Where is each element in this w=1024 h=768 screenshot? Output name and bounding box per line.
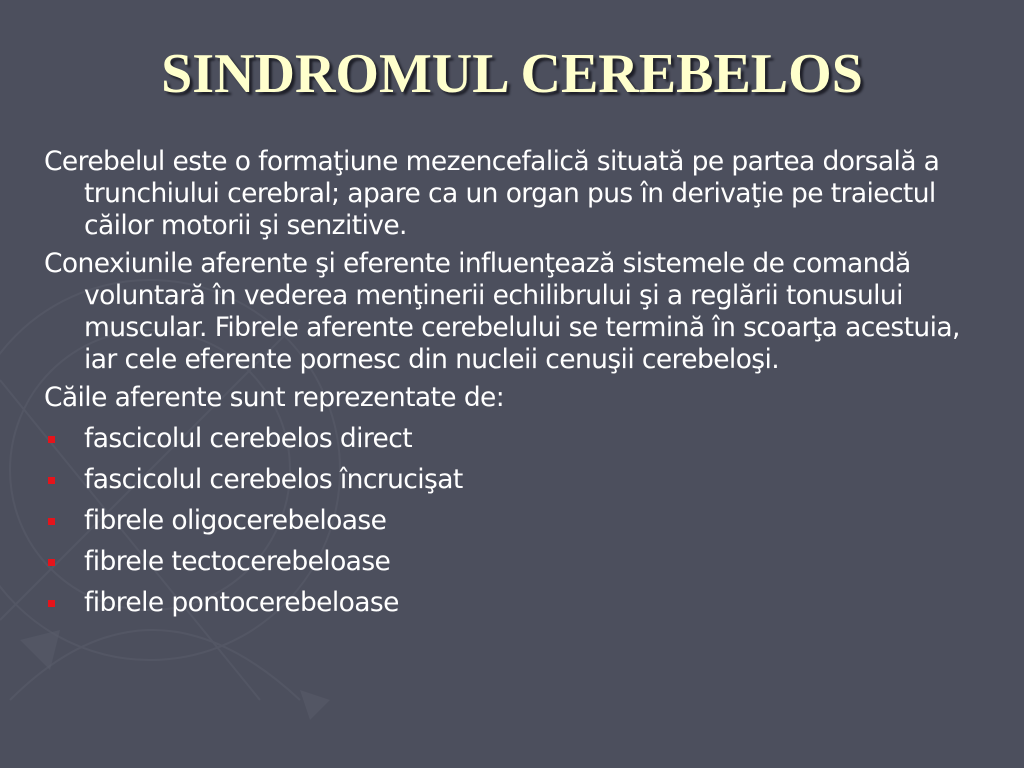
- paragraph-afferent-intro: Căile aferente sunt reprezentate de:: [44, 382, 505, 413]
- list-item-text: fibrele oligocerebeloase: [84, 505, 387, 536]
- square-bullet-icon: [48, 477, 55, 484]
- square-bullet-icon: [48, 600, 55, 607]
- paragraph-connections: Conexiunile aferente şi eferente influenţează sistemele de comandă voluntară în vederea menţinerii echilibrului şi a reglării tonusului muscular. Fibrele aferente cerebelului se termină în scoarţa acestuia, iar cele eferente pornesc din nucleii cenuşii cerebeloşi.: [44, 248, 960, 375]
- slide-body: [44, 146, 974, 628]
- list-item: [44, 423, 974, 464]
- square-bullet-icon: [48, 559, 55, 566]
- list-item-text: fascicolul cerebelos încrucişat: [84, 464, 463, 495]
- square-bullet-icon: [48, 518, 55, 525]
- list-item-text: fibrele pontocerebeloase: [84, 587, 399, 618]
- list-item: [44, 587, 974, 628]
- slide-title: SINDROMUL CEREBELOS: [161, 43, 863, 105]
- afferent-pathways-list: [44, 423, 974, 628]
- list-item-text: fibrele tectocerebeloase: [84, 546, 391, 577]
- list-item: [44, 505, 974, 546]
- square-bullet-icon: [48, 436, 55, 443]
- list-item: [44, 464, 974, 505]
- list-item-text: fascicolul cerebelos direct: [84, 423, 413, 454]
- list-item: [44, 546, 974, 587]
- paragraph-definition: Cerebelul este o formaţiune mezencefalică situată pe partea dorsală a trunchiului cerebral; apare ca un organ pus în derivaţie pe traiectul căilor motorii şi senzitive.: [44, 146, 940, 241]
